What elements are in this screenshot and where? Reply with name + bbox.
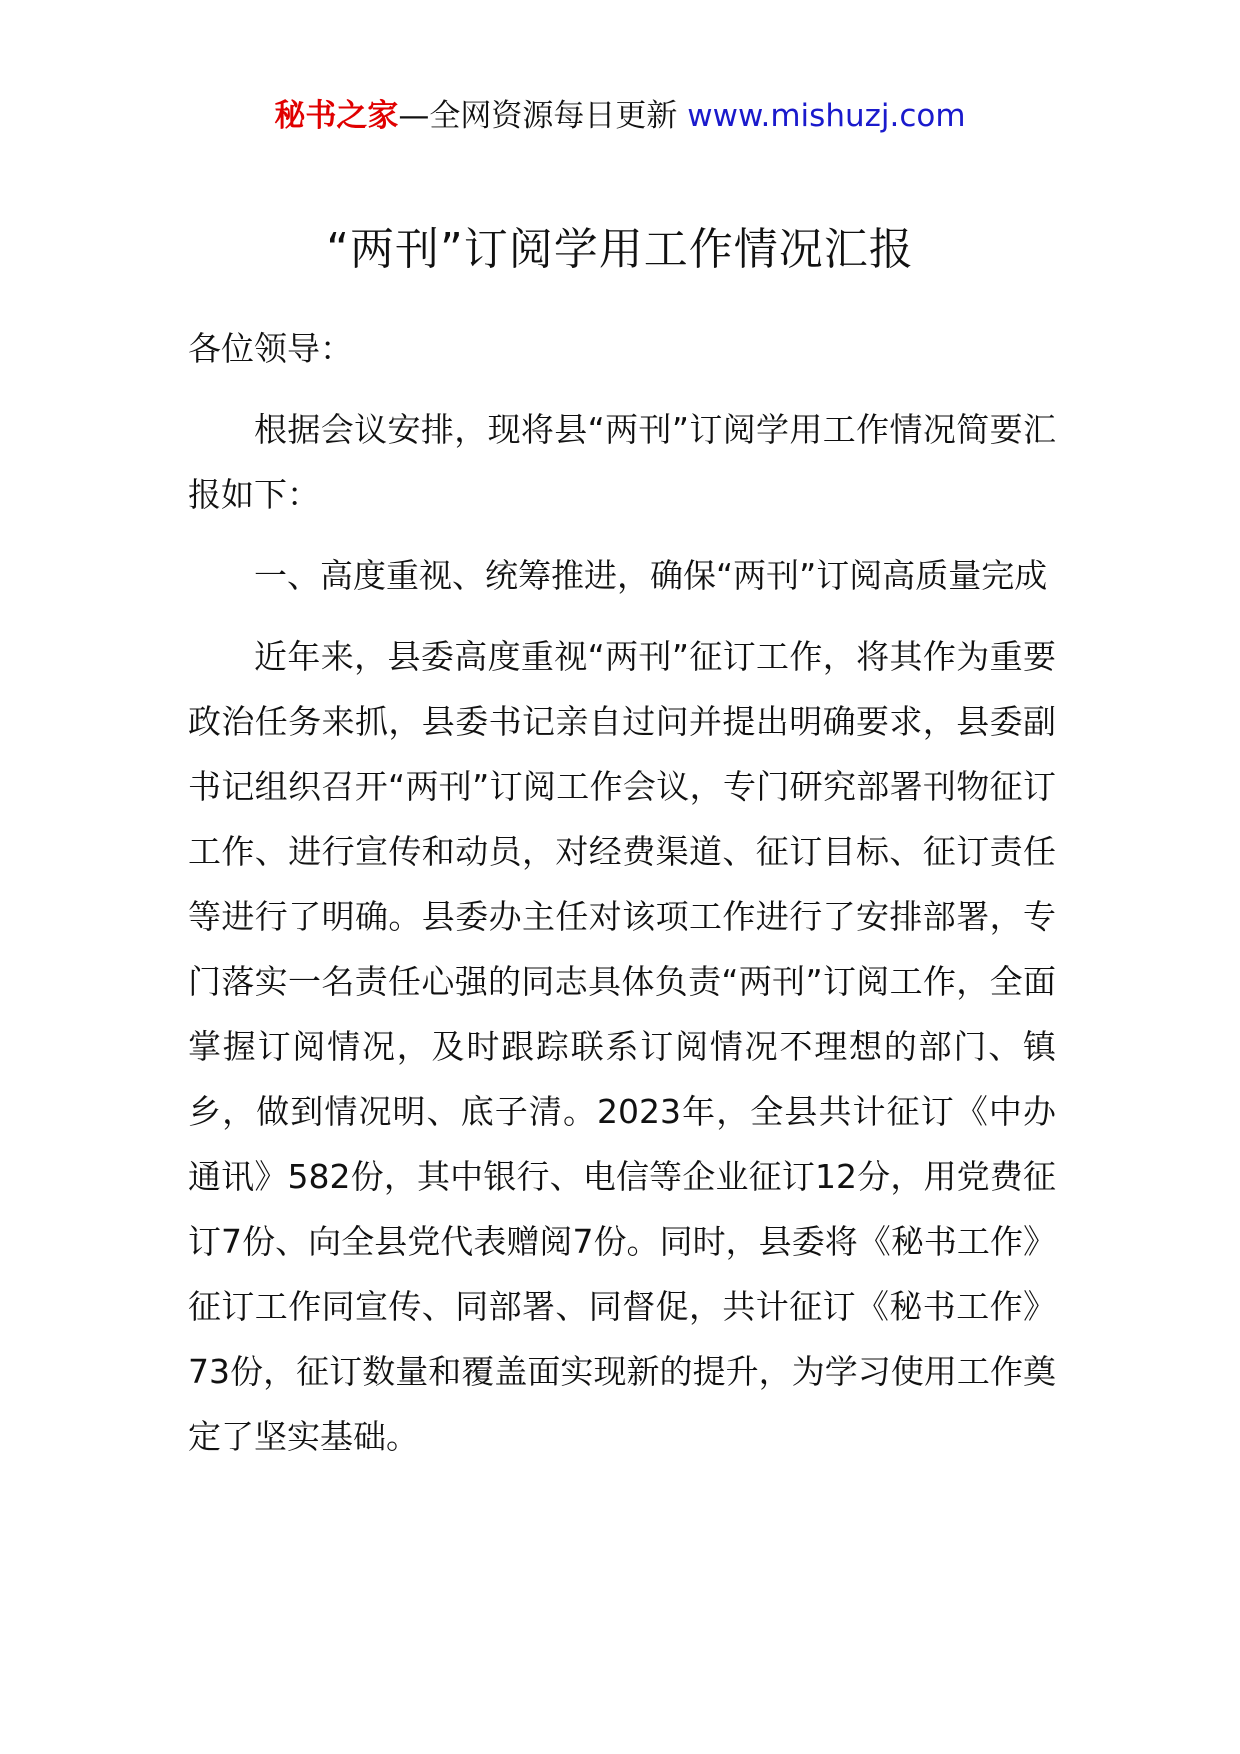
document-body bbox=[188, 316, 1056, 1485]
section-heading: 一、高度重视、统筹推进，确保“两刊”订阅高质量完成 bbox=[254, 556, 1048, 595]
brand-name: 秘书之家 bbox=[274, 98, 399, 134]
header-banner bbox=[0, 96, 1240, 136]
site-url-link[interactable]: www.mishuzj.com bbox=[687, 98, 966, 134]
intro-paragraph: 根据会议安排，现将县“两刊”订阅学用工作情况简要汇报如下： bbox=[188, 410, 1056, 514]
salutation: 各位领导： bbox=[188, 329, 353, 368]
body-paragraph: 近年来，县委高度重视“两刊”征订工作，将其作为重要政治任务来抓，县委书记亲自过问并提出明确要求，县委副书记组织召开“两刊”订阅工作会议，专门研究部署刊物征订工作、进行宣传和动员，对经费渠道、征订目标、征订责任等进行了明确。县委办主任对该项工作进行了安排部署，专门落实一名责任心强的同志具体负责“两刊”订阅工作，全面掌握订阅情况，及时跟踪联系订阅情况不理想的部门、镇乡，做到情况明、底子清。2023年，全县共计征订《中办通讯》582份，其中银行、电信等企业征订12分，用党费征订7份、向全县党代表赠阅7份。同时，县委将《秘书工作》征订工作同宣传、同部署、同督促，共计征订《秘书工作》73份，征订数量和覆盖面实现新的提升，为学习使用工作奠定了坚实基础。 bbox=[188, 637, 1056, 1456]
document-title: “两刊”订阅学用工作情况汇报 bbox=[326, 224, 914, 275]
header-tagline: —全网资源每日更新 bbox=[398, 98, 678, 134]
